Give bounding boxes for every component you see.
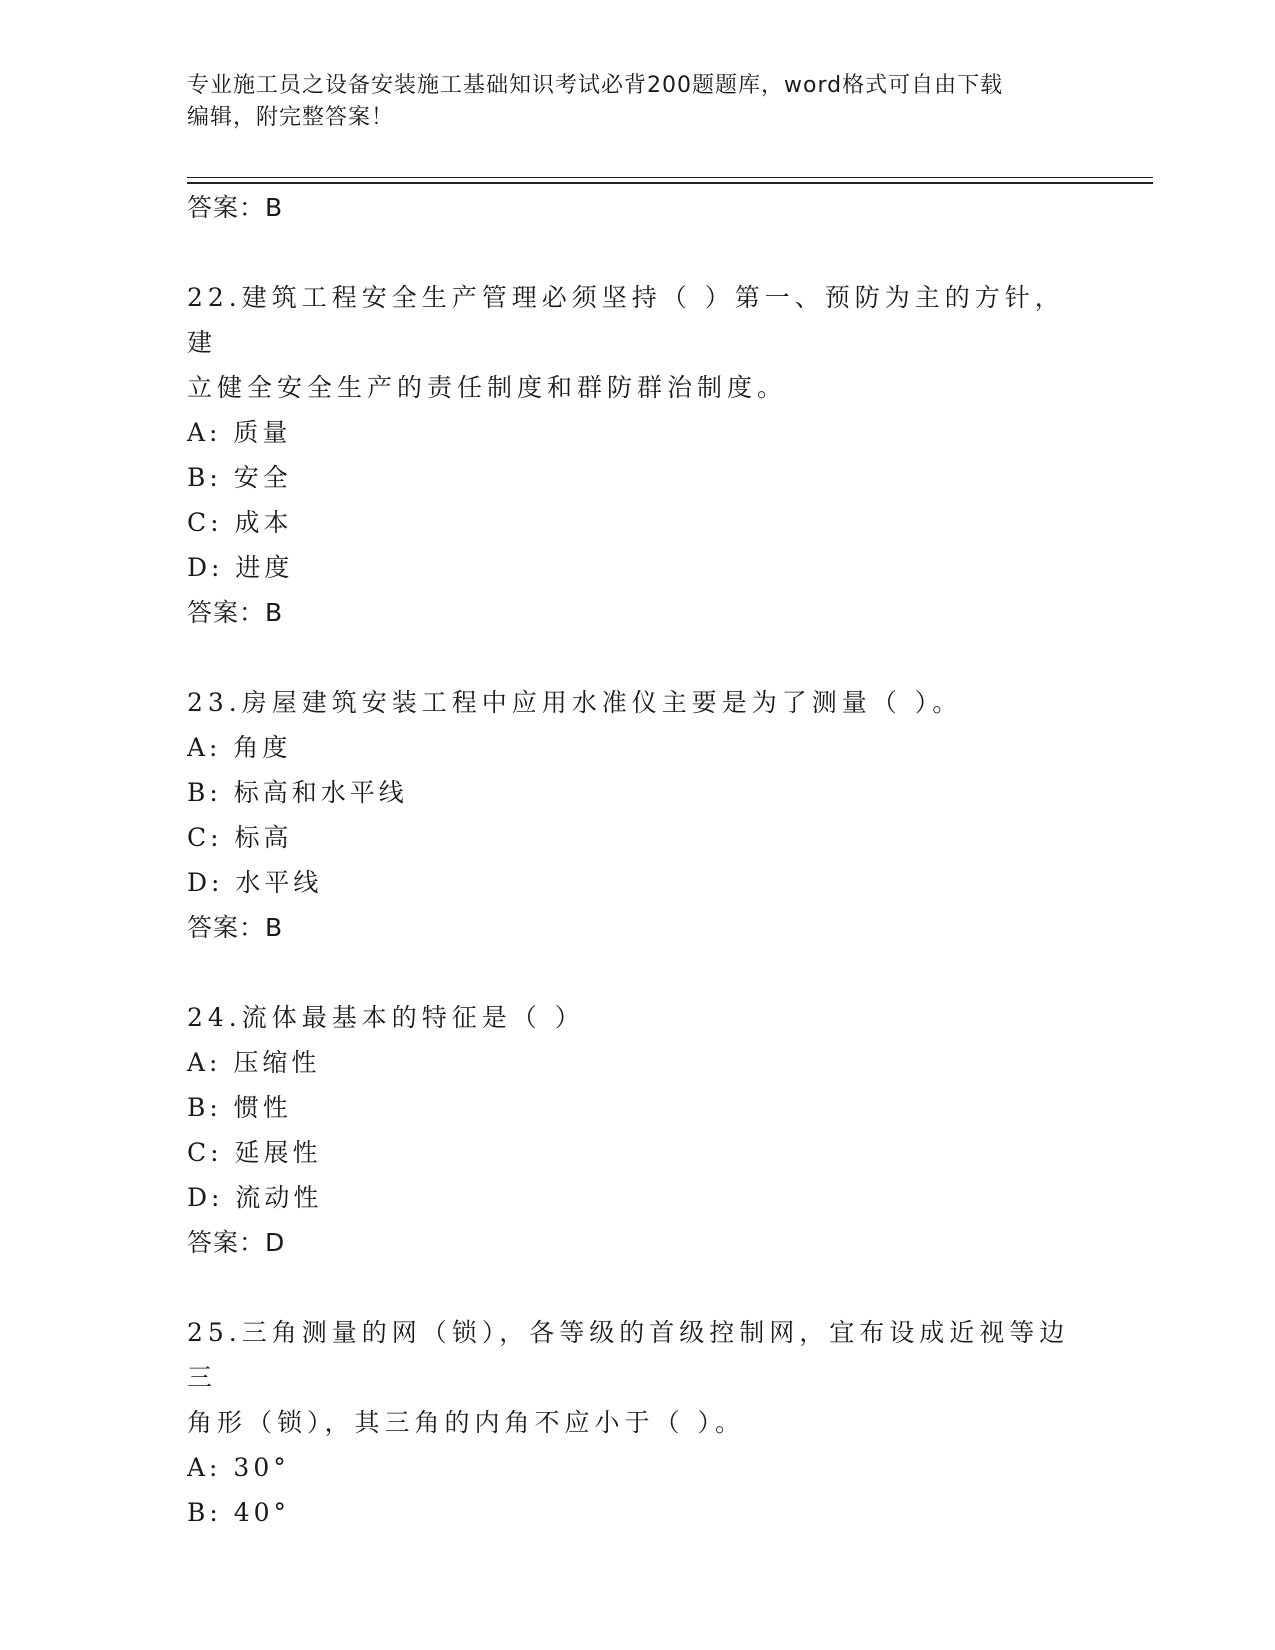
question-text: 角形（锁），其三角的内角不应小于（ ）。 xyxy=(187,1408,745,1437)
option-b: B: 安全 xyxy=(187,463,292,492)
option-c: C: 成本 xyxy=(187,508,293,537)
question-text: 立健全安全生产的责任制度和群防群治制度。 xyxy=(187,373,788,402)
question-22 xyxy=(187,275,1087,635)
question-text: 24.流体最基本的特征是（ ） xyxy=(187,1003,585,1032)
question-23 xyxy=(187,680,1087,950)
option-d: D: 水平线 xyxy=(187,868,323,897)
header-divider-top xyxy=(187,177,1153,178)
question-24 xyxy=(187,995,1087,1265)
header-line-2: 编辑，附完整答案！ xyxy=(187,105,395,130)
question-text: 23.房屋建筑安装工程中应用水准仪主要是为了测量（ ）。 xyxy=(187,688,963,717)
option-d: D: 进度 xyxy=(187,553,294,582)
header-line-1: 专业施工员之设备安装施工基础知识考试必背200题题库，word格式可自由下载 xyxy=(187,73,1004,98)
header-divider-bottom xyxy=(187,182,1153,184)
answer-label: 答案：D xyxy=(187,1228,286,1257)
answer-label: 答案：B xyxy=(187,193,284,222)
option-a: A: 质量 xyxy=(187,418,292,447)
question-text: 22.建筑工程安全生产管理必须坚持（ ）第一、预防为主的方针，建 xyxy=(187,283,1065,357)
option-b: B: 惯性 xyxy=(187,1093,292,1122)
option-b: B: 标高和水平线 xyxy=(187,778,408,807)
question-list xyxy=(187,185,1087,1535)
option-c: C: 延展性 xyxy=(187,1138,322,1167)
option-a: A: 30° xyxy=(187,1453,290,1482)
option-a: A: 角度 xyxy=(187,733,292,762)
document-header xyxy=(187,70,1087,134)
question-25 xyxy=(187,1310,1087,1535)
answer-label: 答案：B xyxy=(187,598,284,627)
question-text: 25.三角测量的网（锁），各等级的首级控制网，宜布设成近视等边三 xyxy=(187,1318,1070,1392)
answer-label: 答案：B xyxy=(187,913,284,942)
option-b: B: 40° xyxy=(187,1498,291,1527)
option-c: C: 标高 xyxy=(187,823,293,852)
option-d: D: 流动性 xyxy=(187,1183,323,1212)
option-a: A: 压缩性 xyxy=(187,1048,321,1077)
